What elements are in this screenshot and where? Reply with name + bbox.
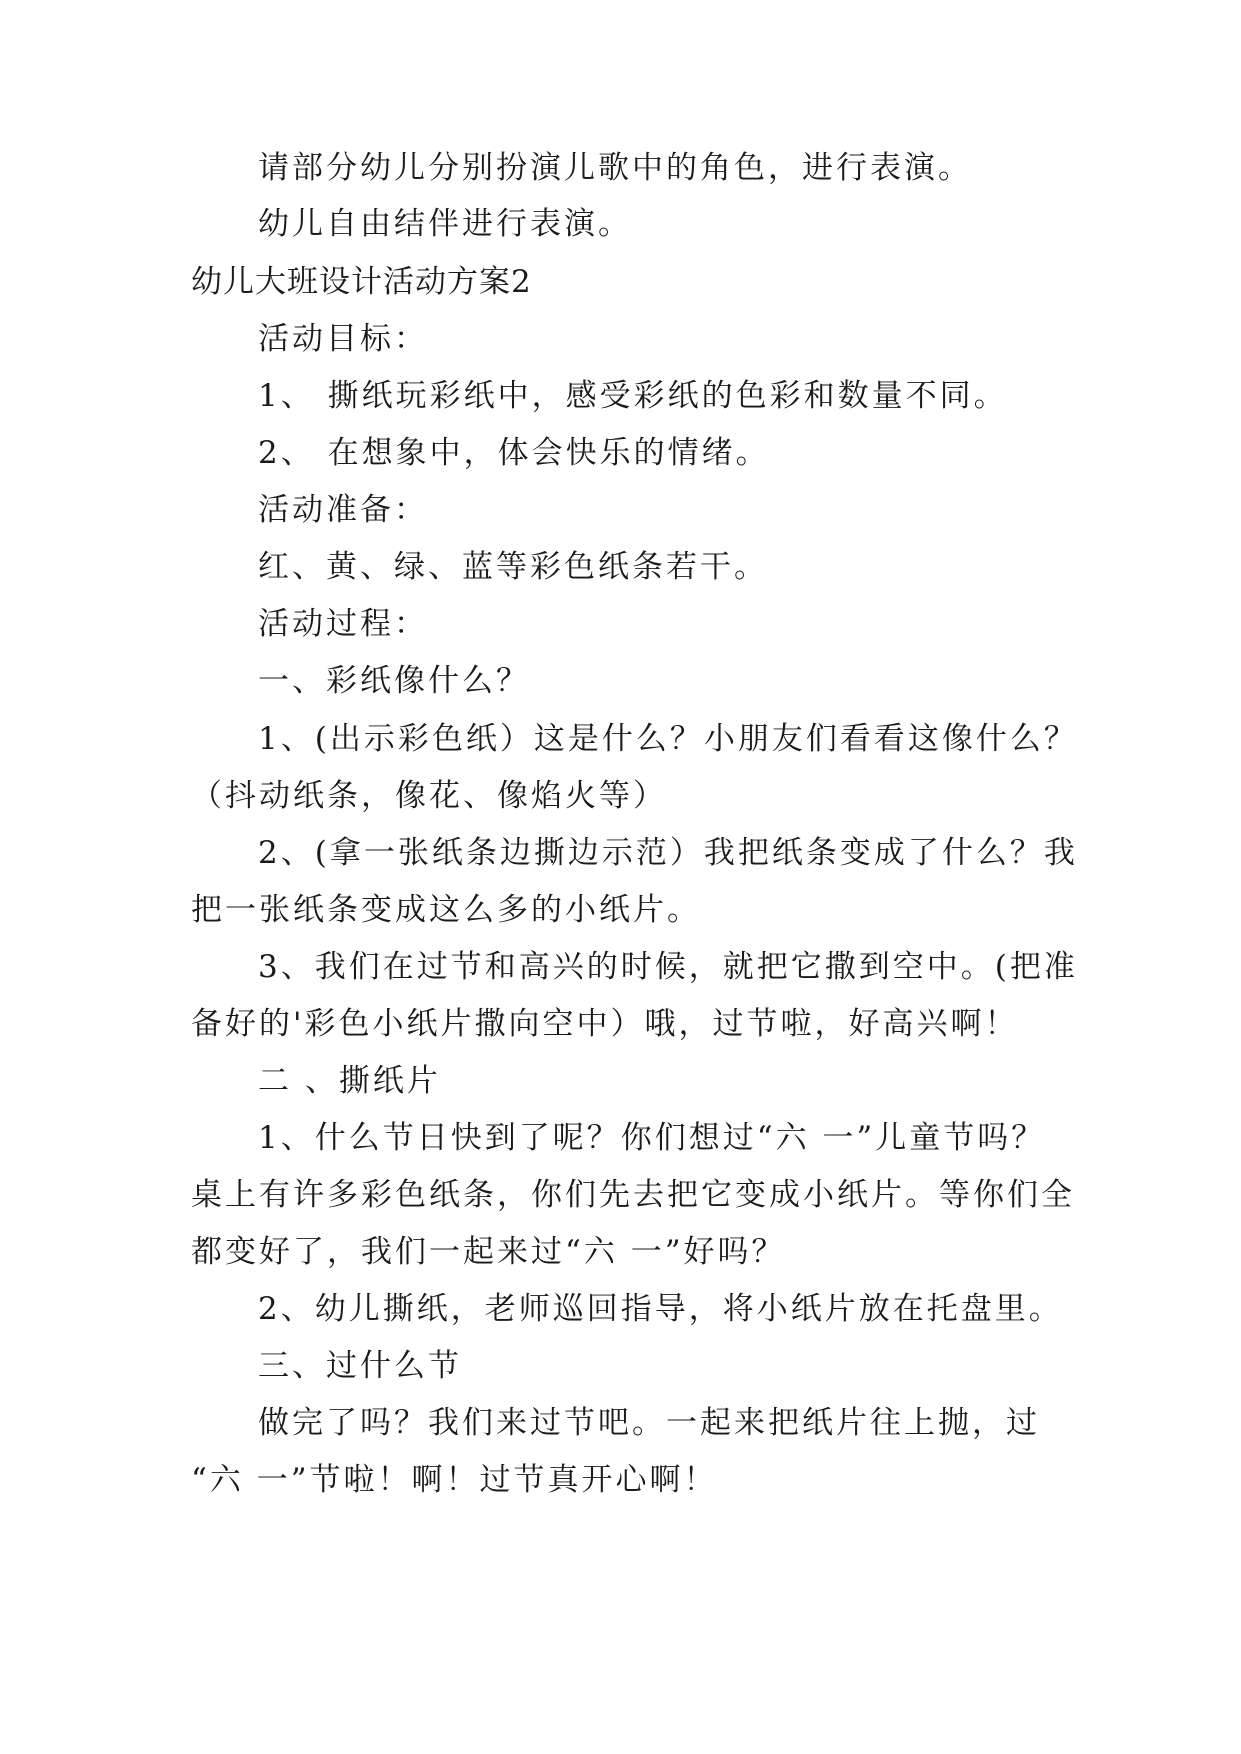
subheading: 一、彩纸像什么？ xyxy=(258,663,530,699)
paragraph-line: 活动准备： xyxy=(258,492,428,528)
paragraph-line: “六 一”节啦！啊！过节真开心啊！ xyxy=(191,1462,718,1498)
list-item: 1、 撕纸玩彩纸中，感受彩纸的色彩和数量不同。 xyxy=(258,378,1008,414)
paragraph-line: 红、黄、绿、蓝等彩色纸条若干。 xyxy=(258,549,768,585)
paragraph-line: 把一张纸条变成这么多的小纸片。 xyxy=(191,892,701,928)
paragraph-line: 备好的'彩色小纸片撒向空中）哦，过节啦，好高兴啊！ xyxy=(191,1006,1019,1042)
paragraph-line: 活动目标： xyxy=(258,321,428,357)
paragraph-line: 2、(拿一张纸条边撕边示范）我把纸条变成了什么？我 xyxy=(258,835,1078,871)
paragraph-line: 桌上有许多彩色纸条，你们先去把它变成小纸片。等你们全 xyxy=(191,1177,1075,1213)
paragraph-line: 活动过程： xyxy=(258,606,428,642)
paragraph-line: （抖动纸条，像花、像焰火等） xyxy=(191,778,667,814)
list-item: 2、 在想象中，体会快乐的情绪。 xyxy=(258,435,770,471)
paragraph-line: 3、我们在过节和高兴的时候，就把它撒到空中。(把准 xyxy=(258,949,1078,985)
subheading: 二 、撕纸片 xyxy=(258,1063,441,1099)
paragraph-line: 2、幼儿撕纸，老师巡回指导，将小纸片放在托盘里。 xyxy=(258,1291,1063,1327)
paragraph-line: 做完了吗？我们来过节吧。一起来把纸片往上抛，过 xyxy=(258,1405,1040,1441)
paragraph-line: 都变好了，我们一起来过“六 一”好吗？ xyxy=(191,1234,786,1270)
subheading: 三、过什么节 xyxy=(258,1348,462,1384)
paragraph-line: 请部分幼儿分别扮演儿歌中的角色，进行表演。 xyxy=(258,150,972,186)
section-heading: 幼儿大班设计活动方案2 xyxy=(191,264,532,300)
paragraph-line: 1、(出示彩色纸）这是什么？小朋友们看看这像什么？ xyxy=(258,721,1078,757)
paragraph-line: 幼儿自由结伴进行表演。 xyxy=(258,206,632,242)
paragraph-line: 1、什么节日快到了呢？你们想过“六 一”儿童节吗？ xyxy=(258,1120,1046,1156)
